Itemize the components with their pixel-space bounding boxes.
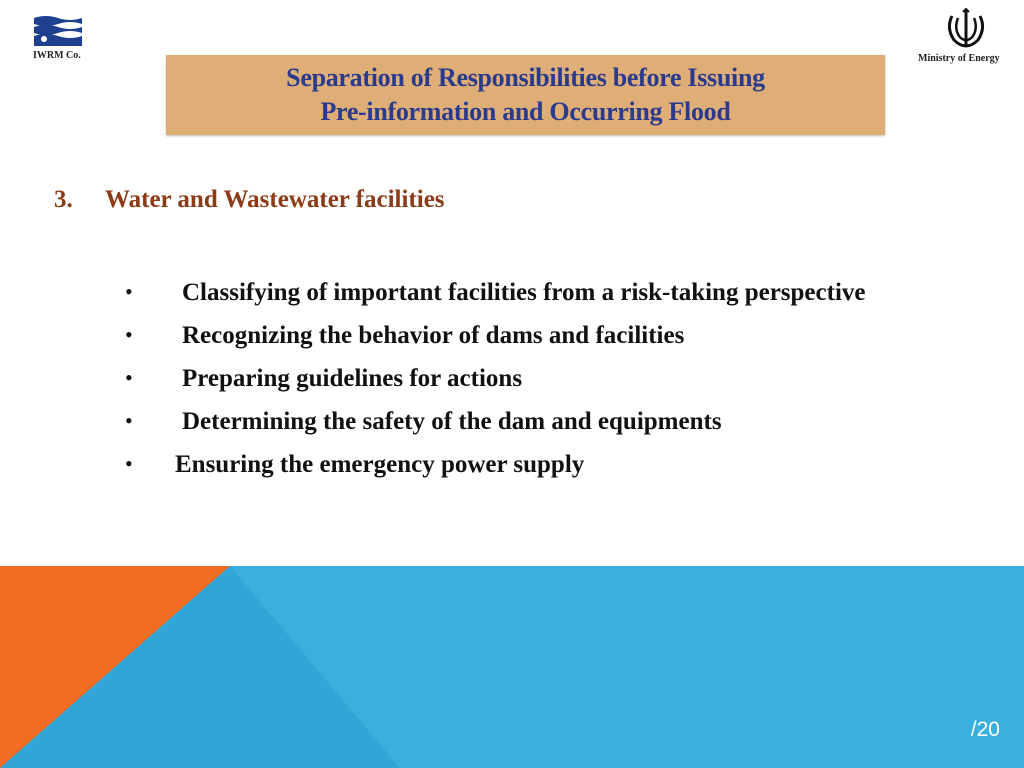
bullet-dot: • xyxy=(125,408,133,433)
bullet-dot: • xyxy=(125,322,133,347)
iwrm-logo-label: IWRM Co. xyxy=(33,50,81,61)
slide-title-box xyxy=(166,55,885,135)
section-heading-text: Water and Wastewater facilities xyxy=(105,186,445,213)
emblem-icon xyxy=(944,8,988,50)
footer-decoration xyxy=(0,566,1024,768)
bullet-dot: • xyxy=(125,451,133,476)
bullet-dot: • xyxy=(125,279,133,304)
list-item-text: Classifying of important facilities from a risk-taking perspective xyxy=(182,279,866,306)
list-item-text: Determining the safety of the dam and equipments xyxy=(182,408,722,435)
list-item-text: Preparing guidelines for actions xyxy=(182,365,523,392)
page-number: /20 xyxy=(970,718,1000,741)
section-heading xyxy=(54,186,445,214)
section-number: 3. xyxy=(54,186,73,213)
bullet-dot: • xyxy=(125,365,133,390)
slide-title-line-2: Pre-information and Occurring Flood xyxy=(320,97,731,126)
iwrm-logo-icon xyxy=(34,14,82,46)
list-item-text: Ensuring the emergency power supply xyxy=(175,451,585,478)
ministry-logo-label: Ministry of Energy xyxy=(918,53,1000,64)
slide-title-line-1: Separation of Responsibilities before Issuing xyxy=(286,63,765,92)
list-item-text: Recognizing the behavior of dams and facilities xyxy=(182,322,685,349)
